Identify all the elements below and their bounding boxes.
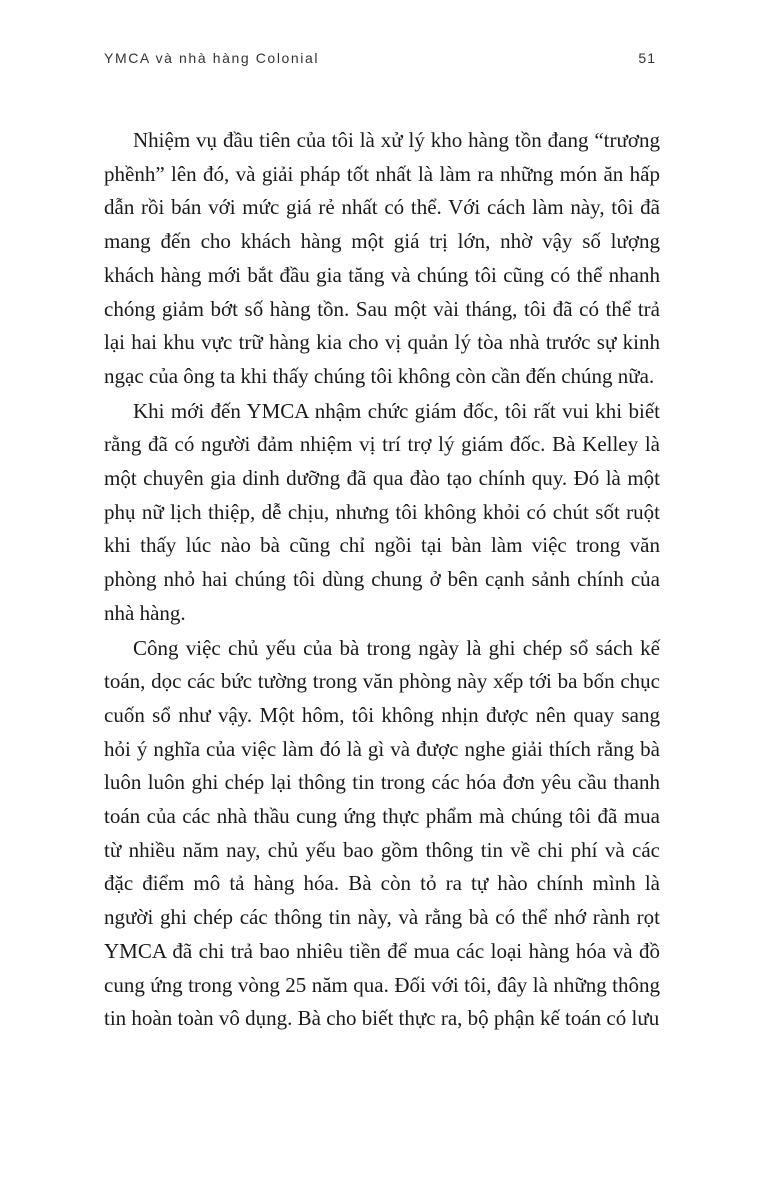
- paragraph: Khi mới đến YMCA nhậm chức giám đốc, tôi rất vui khi biết rằng đã có người đảm nhiệm vị trí trợ lý giám đốc. Bà Kelley là một chuyên gia dinh dưỡng đã qua đào tạo chính quy. Đó là một phụ nữ lịch thiệp, dễ chịu, nhưng tôi không khỏi có chút sốt ruột khi thấy lúc nào bà cũng chỉ ngồi tại bàn làm việc trong văn phòng nhỏ hai chúng tôi dùng chung ở bên cạnh sảnh chính của nhà hàng.: [104, 398, 660, 625]
- chapter-title: YMCA và nhà hàng Colonial: [104, 50, 320, 66]
- body-text: [104, 124, 660, 1037]
- running-header: [104, 50, 656, 74]
- page-number: 51: [638, 50, 656, 66]
- paragraph: Công việc chủ yếu của bà trong ngày là ghi chép sổ sách kế toán, dọc các bức tường trong văn phòng này xếp tới ba bốn chục cuốn sổ như vậy. Một hôm, tôi không nhịn được nên quay sang hỏi ý nghĩa của việc làm đó là gì và được nghe giải thích rằng bà luôn luôn ghi chép lại thông tin trong các hóa đơn yêu cầu thanh toán của các nhà thầu cung ứng thực phẩm mà chúng tôi đã mua từ nhiều năm nay, chủ yếu bao gồm thông tin về chi phí và các đặc điểm mô tả hàng hóa. Bà còn tỏ ra tự hào chính mình là người ghi chép các thông tin này, và rằng bà có thể nhớ rành rọt YMCA đã chi trả bao nhiêu tiền để mua các loại hàng hóa và đồ cung ứng trong vòng 25 năm qua. Đối với tôi, đây là những thông tin hoàn toàn vô dụng. Bà cho biết thực ra, bộ phận kế toán có lưu: [104, 635, 660, 1031]
- paragraph: Nhiệm vụ đầu tiên của tôi là xử lý kho hàng tồn đang “trương phềnh” lên đó, và giải pháp tốt nhất là làm ra những món ăn hấp dẫn rồi bán với mức giá rẻ nhất có thể. Với cách làm này, tôi đã mang đến cho khách hàng một giá trị lớn, nhờ vậy số lượng khách hàng mới bắt đầu gia tăng và chúng tôi cũng có thể nhanh chóng giảm bớt số hàng tồn. Sau một vài tháng, tôi đã có thể trả lại hai khu vực trữ hàng kia cho vị quản lý tòa nhà trước sự kinh ngạc của ông ta khi thấy chúng tôi không còn cần đến chúng nữa.: [104, 128, 660, 388]
